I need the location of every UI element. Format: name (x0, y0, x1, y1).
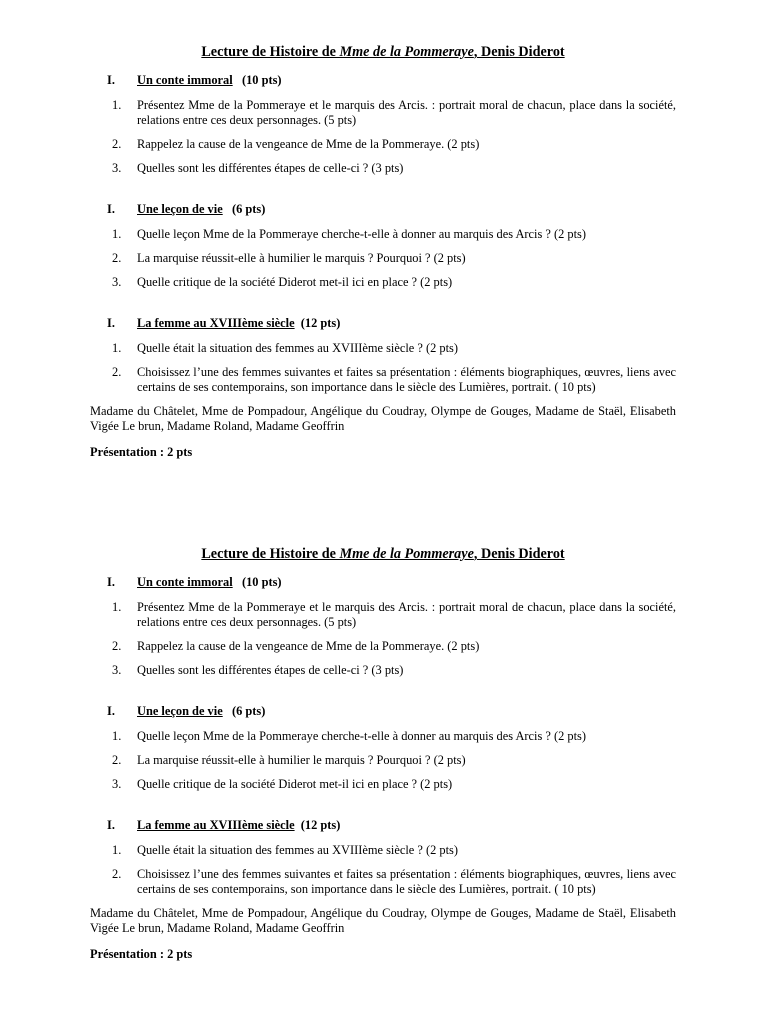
question-item (90, 777, 676, 792)
presentation-points: Présentation : 2 pts (90, 947, 193, 961)
section-numeral: I. (107, 202, 115, 216)
question-number: 2. (112, 137, 122, 151)
question-number: 3. (112, 275, 122, 289)
section-points: (10 pts) (241, 73, 282, 87)
title-suffix: , Denis Diderot (473, 546, 565, 562)
section-points: (12 pts) (300, 316, 341, 330)
section-numeral: I. (107, 316, 115, 330)
question-item (90, 161, 676, 176)
question-text: Quelle leçon Mme de la Pommeraye cherche-t-elle à donner au marquis des Arcis ? (2 pts) (137, 227, 586, 241)
section-heading-1 (90, 575, 676, 590)
section-points: (6 pts) (232, 704, 266, 718)
section-title: Un conte immoral (137, 575, 233, 589)
section-title: La femme au XVIIIème siècle (137, 818, 295, 832)
question-item (90, 843, 676, 858)
question-text: Quelles sont les différentes étapes de celle-ci ? (3 pts) (137, 663, 404, 677)
question-text: Quelle était la situation des femmes au XVIIIème siècle ? (2 pts) (137, 843, 459, 857)
question-item (90, 753, 676, 768)
question-item (90, 867, 676, 897)
section-heading-1 (90, 73, 676, 88)
section-heading-3 (90, 818, 676, 833)
document-title (90, 44, 676, 61)
question-number: 1. (112, 98, 122, 112)
question-number: 1. (112, 341, 122, 355)
women-list: Madame du Châtelet, Mme de Pompadour, Angélique du Coudray, Olympe de Gouges, Madame de Staël, Elisabeth Vigée Le brun, Madame Roland, Madame Geoffrin (90, 404, 676, 433)
question-number: 2. (112, 251, 122, 265)
question-number: 2. (112, 365, 122, 379)
section-numeral: I. (107, 818, 115, 832)
question-item (90, 341, 676, 356)
question-item (90, 639, 676, 654)
question-item (90, 663, 676, 678)
women-list: Madame du Châtelet, Mme de Pompadour, Angélique du Coudray, Olympe de Gouges, Madame de Staël, Elisabeth Vigée Le brun, Madame Roland, Madame Geoffrin (90, 906, 676, 935)
question-item (90, 729, 676, 744)
question-text: Présentez Mme de la Pommeraye et le marquis des Arcis. : portrait moral de chacun, place dans la société, relations entre ces deux personnages. (5 pts) (137, 600, 676, 629)
title-prefix: Lecture de Histoire de (201, 546, 340, 562)
section-title: La femme au XVIIIème siècle (137, 316, 295, 330)
section-heading-2 (90, 202, 676, 217)
worksheet-block-2 (90, 546, 676, 962)
question-text: La marquise réussit-elle à humilier le marquis ? Pourquoi ? (2 pts) (137, 753, 466, 767)
section-points: (10 pts) (241, 575, 282, 589)
question-number: 3. (112, 777, 122, 791)
section-points: (12 pts) (300, 818, 341, 832)
question-text: Choisissez l’une des femmes suivantes et faites sa présentation : éléments biographiques, œuvres, liens avec certains de ses contemporains, son importance dans le siècle des Lumières, portrait. ( 10 pts) (137, 867, 676, 896)
question-number: 2. (112, 753, 122, 767)
section-numeral: I. (107, 704, 115, 718)
question-text: Quelle leçon Mme de la Pommeraye cherche-t-elle à donner au marquis des Arcis ? (2 pts) (137, 729, 586, 743)
title-prefix: Lecture de Histoire de (201, 44, 340, 60)
question-item (90, 98, 676, 128)
section-heading-2 (90, 704, 676, 719)
presentation-points: Présentation : 2 pts (90, 445, 193, 459)
question-item (90, 600, 676, 630)
section-title: Une leçon de vie (137, 202, 223, 216)
question-number: 1. (112, 227, 122, 241)
worksheet-block-1 (90, 44, 676, 460)
section-points: (6 pts) (232, 202, 266, 216)
question-item (90, 251, 676, 266)
question-number: 3. (112, 663, 122, 677)
question-item (90, 227, 676, 242)
question-text: Quelle critique de la société Diderot met-il ici en place ? (2 pts) (137, 777, 453, 791)
question-number: 1. (112, 600, 122, 614)
question-item (90, 365, 676, 395)
question-text: Quelle était la situation des femmes au XVIIIème siècle ? (2 pts) (137, 341, 459, 355)
question-number: 2. (112, 639, 122, 653)
title-suffix: , Denis Diderot (473, 44, 565, 60)
section-numeral: I. (107, 575, 115, 589)
question-text: Rappelez la cause de la vengeance de Mme de la Pommeraye. (2 pts) (137, 639, 480, 653)
question-number: 1. (112, 843, 122, 857)
question-text: La marquise réussit-elle à humilier le marquis ? Pourquoi ? (2 pts) (137, 251, 466, 265)
question-text: Quelle critique de la société Diderot met-il ici en place ? (2 pts) (137, 275, 453, 289)
title-work: Mme de la Pommeraye (339, 44, 474, 60)
title-work: Mme de la Pommeraye (339, 546, 474, 562)
question-text: Quelles sont les différentes étapes de celle-ci ? (3 pts) (137, 161, 404, 175)
question-text: Choisissez l’une des femmes suivantes et faites sa présentation : éléments biographiques, œuvres, liens avec certains de ses contemporains, son importance dans le siècle des Lumières, portrait. ( 10 pts) (137, 365, 676, 394)
document-title (90, 546, 676, 563)
section-title: Une leçon de vie (137, 704, 223, 718)
question-item (90, 137, 676, 152)
question-number: 3. (112, 161, 122, 175)
question-text: Présentez Mme de la Pommeraye et le marquis des Arcis. : portrait moral de chacun, place dans la société, relations entre ces deux personnages. (5 pts) (137, 98, 676, 127)
section-title: Un conte immoral (137, 73, 233, 87)
question-number: 2. (112, 867, 122, 881)
question-number: 1. (112, 729, 122, 743)
section-numeral: I. (107, 73, 115, 87)
question-item (90, 275, 676, 290)
question-text: Rappelez la cause de la vengeance de Mme de la Pommeraye. (2 pts) (137, 137, 480, 151)
section-heading-3 (90, 316, 676, 331)
